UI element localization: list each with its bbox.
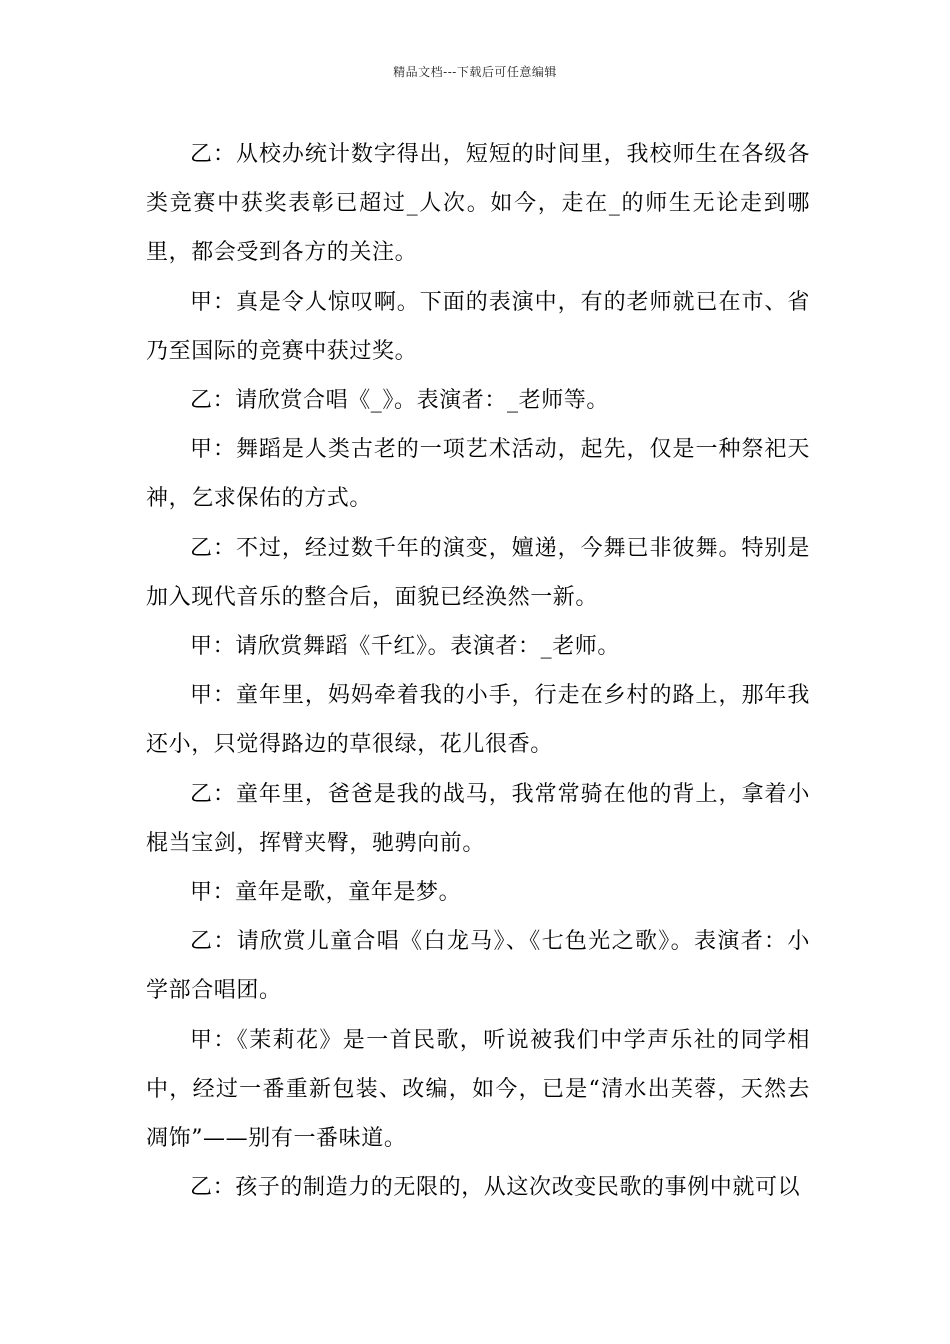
paragraph: 甲：请欣赏舞蹈《千红》。表演者：_老师。 bbox=[190, 634, 621, 660]
paragraph: 乙：孩子的制造力的无限的，从这次改变民歌的事例中就可以 bbox=[190, 1175, 801, 1201]
document-body bbox=[146, 130, 810, 1212]
paragraph: 乙：童年里，爸爸是我的战马，我常常骑在他的背上，拿着小棍当宝剑，挥臂夹臀，驰骋向前。 bbox=[146, 781, 810, 856]
page-header: 精品文档---下载后可任意编辑 bbox=[393, 65, 557, 79]
paragraph: 乙：请欣赏儿童合唱《白龙马》、《七色光之歌》。表演者：小学部合唱团。 bbox=[146, 929, 810, 1004]
paragraph: 乙：不过，经过数千年的演变，嬗递，今舞已非彼舞。特别是加入现代音乐的整合后，面貌已经涣然一新。 bbox=[146, 535, 810, 610]
paragraph: 甲：童年是歌，童年是梦。 bbox=[190, 880, 462, 906]
paragraph: 甲：《茉莉花》是一首民歌，听说被我们中学声乐社的同学相中，经过一番重新包装、改编，如今，已是“清水出芙蓉，天然去凋饰”——别有一番味道。 bbox=[146, 1027, 810, 1152]
paragraph: 甲：舞蹈是人类古老的一项艺术活动，起先，仅是一种祭祀天神，乞求保佑的方式。 bbox=[146, 437, 810, 512]
paragraph: 甲：真是令人惊叹啊。下面的表演中，有的老师就已在市、省乃至国际的竞赛中获过奖。 bbox=[146, 289, 810, 364]
paragraph: 乙：请欣赏合唱《_》。表演者：_老师等。 bbox=[190, 388, 610, 414]
paragraph: 乙：从校办统计数字得出，短短的时间里，我校师生在各级各类竞赛中获奖表彰已超过_人次。如今，走在_的师生无论走到哪里，都会受到各方的关注。 bbox=[146, 142, 810, 266]
paragraph: 甲：童年里，妈妈牵着我的小手，行走在乡村的路上，那年我还小，只觉得路边的草很绿，花儿很香。 bbox=[146, 683, 810, 758]
